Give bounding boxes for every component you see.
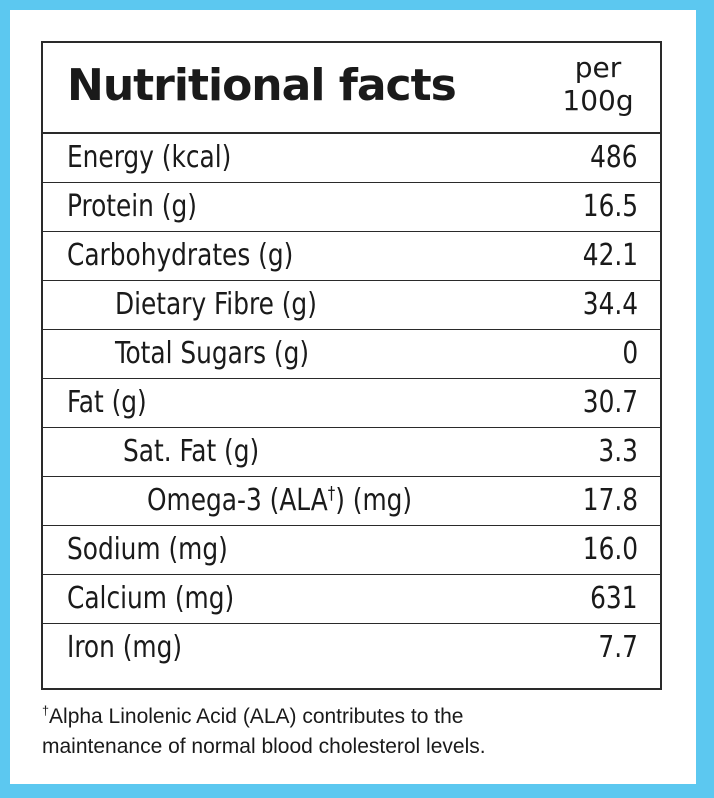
row-label: Calcium (mg) [67, 581, 235, 616]
table-row-dietary-fibre [43, 281, 660, 330]
row-value: 42.1 [582, 238, 638, 273]
footnote-line-1 [42, 696, 672, 732]
table-row-total-sugars [43, 330, 660, 379]
row-value: 3.3 [598, 434, 638, 469]
row-value: 486 [590, 140, 638, 175]
table-row-energy [43, 134, 660, 183]
row-label: Iron (mg) [67, 630, 183, 665]
table-row-omega-3 [43, 477, 660, 526]
row-label-unit: ) (mg) [335, 483, 413, 518]
row-label-text: Omega-3 (ALA [147, 483, 328, 518]
table-row-calcium [43, 575, 660, 624]
per-label: per [574, 51, 622, 84]
table-row-protein [43, 183, 660, 232]
serving-size-label: 100g [562, 84, 634, 117]
table-header [43, 43, 660, 134]
row-value: 16.0 [582, 532, 638, 567]
label-card [10, 10, 696, 784]
table-title: Nutritional facts [67, 60, 456, 111]
footnote-text-2: maintenance of normal blood cholesterol levels. [42, 735, 486, 758]
row-value: 17.8 [582, 483, 638, 518]
row-label: Dietary Fibre (g) [115, 287, 317, 322]
table-row-sodium [43, 526, 660, 575]
row-value: 30.7 [582, 385, 638, 420]
table-row-carbohydrates [43, 232, 660, 281]
row-value: 0 [622, 336, 638, 371]
row-value: 7.7 [598, 630, 638, 665]
footnote-text-1: Alpha Linolenic Acid (ALA) contributes to the [49, 705, 464, 728]
dagger-mark: † [327, 483, 336, 504]
table-row-iron [43, 624, 660, 673]
dagger-mark: † [42, 704, 50, 718]
table-row-sat-fat [43, 428, 660, 477]
row-label: Carbohydrates (g) [67, 238, 294, 273]
row-value: 16.5 [582, 189, 638, 224]
row-label: Sodium (mg) [67, 532, 228, 567]
nutrition-table [41, 41, 662, 690]
row-label: Sat. Fat (g) [123, 434, 260, 469]
row-label [147, 483, 412, 518]
table-row-fat [43, 379, 660, 428]
row-value: 631 [590, 581, 638, 616]
row-label: Protein (g) [67, 189, 197, 224]
row-label: Total Sugars (g) [115, 336, 310, 371]
row-value: 34.4 [582, 287, 638, 322]
row-label: Fat (g) [67, 385, 147, 420]
footnote [42, 696, 672, 762]
per-100g-heading [558, 51, 638, 117]
row-label: Energy (kcal) [67, 140, 232, 175]
